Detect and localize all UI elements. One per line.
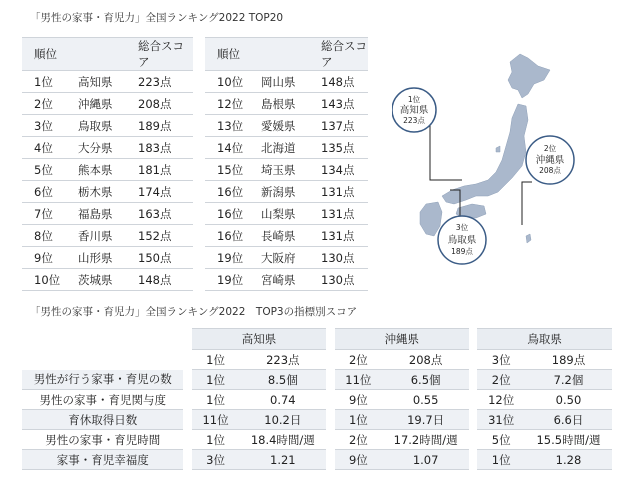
row-rank: 3位 (22, 115, 78, 137)
indicator-rank: 1位 (192, 390, 240, 410)
row-rank: 16位 (205, 225, 261, 247)
overall-rank: 1位 (192, 350, 240, 370)
indicator-rank: 5位 (477, 430, 525, 450)
callout-line-kochi (430, 110, 462, 180)
callout-tottori-rank: 3位 (455, 223, 469, 232)
indicator-value: 0.50 (525, 390, 612, 410)
ranking-row (205, 203, 368, 225)
header-rank: 順位 (205, 38, 261, 71)
indicator-rank: 1位 (192, 430, 240, 450)
row-rank: 10位 (205, 71, 261, 93)
ranking-row (22, 203, 193, 225)
row-rank: 13位 (205, 115, 261, 137)
indicator-table (22, 328, 612, 470)
indicator-header-pref: 鳥取県 (477, 329, 612, 350)
row-prefecture: 熊本県 (78, 159, 138, 181)
indicator-header-pref: 沖縄県 (335, 329, 470, 350)
row-rank: 15位 (205, 159, 261, 181)
indicator-value: 0.55 (382, 390, 469, 410)
row-prefecture: 大阪府 (261, 247, 321, 269)
row-rank: 4位 (22, 137, 78, 159)
ranking-row (22, 93, 193, 115)
indicator-value: 19.7日 (382, 410, 469, 430)
row-score: 223点 (138, 71, 193, 93)
indicator-label: 男性の家事・育児関与度 (22, 390, 183, 410)
row-prefecture: 鳥取県 (78, 115, 138, 137)
callout-okinawa (526, 136, 574, 184)
indicator-rank: 9位 (335, 390, 383, 410)
row-prefecture: 島根県 (261, 93, 321, 115)
indicator-rank: 3位 (192, 450, 240, 470)
callout-kochi-rank: 1位 (407, 95, 421, 104)
ranking-row (22, 247, 193, 269)
row-rank: 19位 (205, 247, 261, 269)
callout-line-okinawa (522, 182, 532, 225)
ranking-row (205, 269, 368, 291)
ranking-row (205, 225, 368, 247)
row-rank: 16位 (205, 203, 261, 225)
indicator-value: 6.6日 (525, 410, 612, 430)
indicator-row (22, 370, 612, 390)
overall-rank: 3位 (477, 350, 525, 370)
ranking-row (205, 93, 368, 115)
row-score: 130点 (321, 247, 368, 269)
japan-map (392, 40, 602, 270)
row-prefecture: 宮崎県 (261, 269, 321, 291)
row-prefecture: 香川県 (78, 225, 138, 247)
row-rank: 5位 (22, 159, 78, 181)
row-rank: 7位 (22, 203, 78, 225)
row-prefecture: 山梨県 (261, 203, 321, 225)
indicator-value: 15.5時間/週 (525, 430, 612, 450)
row-prefecture: 沖縄県 (78, 93, 138, 115)
callout-okinawa-score: 208点 (539, 166, 561, 175)
overall-score: 223点 (239, 350, 326, 370)
row-score: 131点 (321, 181, 368, 203)
row-prefecture: 埼玉県 (261, 159, 321, 181)
ranking-row (205, 137, 368, 159)
ranking-row (22, 71, 193, 93)
row-prefecture: 大分県 (78, 137, 138, 159)
row-rank: 1位 (22, 71, 78, 93)
indicator-label: 育休取得日数 (22, 410, 183, 430)
indicator-rank: 11位 (335, 370, 383, 390)
row-score: 137点 (321, 115, 368, 137)
indicator-title: 「男性の家事・育児力」全国ランキング2022 TOP3の指標別スコア (30, 306, 358, 318)
indicator-label: 家事・育児幸福度 (22, 450, 183, 470)
ranking-row (22, 181, 193, 203)
callout-kochi-score: 223点 (403, 116, 425, 125)
overall-score: 208点 (382, 350, 469, 370)
row-score: 134点 (321, 159, 368, 181)
row-score: 148点 (321, 71, 368, 93)
row-score: 131点 (321, 203, 368, 225)
ranking-table-right (205, 37, 368, 291)
callout-tottori (438, 216, 486, 264)
row-score: 135点 (321, 137, 368, 159)
row-prefecture: 栃木県 (78, 181, 138, 203)
indicator-value: 1.28 (525, 450, 612, 470)
row-rank: 12位 (205, 93, 261, 115)
row-prefecture: 山形県 (78, 247, 138, 269)
row-rank: 14位 (205, 137, 261, 159)
overall-rank: 2位 (335, 350, 383, 370)
overall-score: 189点 (525, 350, 612, 370)
header-rank: 順位 (22, 38, 78, 71)
row-score: 130点 (321, 269, 368, 291)
indicator-value: 8.5個 (239, 370, 326, 390)
indicator-rank: 31位 (477, 410, 525, 430)
indicator-value: 6.5個 (382, 370, 469, 390)
row-prefecture: 北海道 (261, 137, 321, 159)
callout-tottori-score: 189点 (451, 247, 473, 256)
row-score: 183点 (138, 137, 193, 159)
indicator-value: 1.21 (239, 450, 326, 470)
ranking-row (22, 269, 193, 291)
callout-tottori-pref: 鳥取県 (447, 235, 477, 246)
row-prefecture: 愛媛県 (261, 115, 321, 137)
indicator-value: 1.07 (382, 450, 469, 470)
indicator-row (22, 390, 612, 410)
row-rank: 19位 (205, 269, 261, 291)
indicator-value: 10.2日 (239, 410, 326, 430)
indicator-header-pref: 高知県 (192, 329, 327, 350)
indicator-rank: 12位 (477, 390, 525, 410)
ranking-row (22, 159, 193, 181)
row-score: 163点 (138, 203, 193, 225)
indicator-label: 男性の家事・育児時間 (22, 430, 183, 450)
indicator-rank: 11位 (192, 410, 240, 430)
ranking-row (22, 225, 193, 247)
row-rank: 6位 (22, 181, 78, 203)
row-score: 131点 (321, 225, 368, 247)
row-rank: 16位 (205, 181, 261, 203)
indicator-value: 17.2時間/週 (382, 430, 469, 450)
ranking-row (22, 137, 193, 159)
row-rank: 2位 (22, 93, 78, 115)
row-prefecture: 岡山県 (261, 71, 321, 93)
indicator-rank: 1位 (335, 410, 383, 430)
indicator-rank: 1位 (192, 370, 240, 390)
ranking-table-left (22, 37, 193, 291)
indicator-label: 男性が行う家事・育児の数 (22, 370, 183, 390)
row-score: 189点 (138, 115, 193, 137)
callout-kochi-pref: 高知県 (399, 105, 429, 116)
indicator-rank: 2位 (477, 370, 525, 390)
indicator-value: 18.4時間/週 (239, 430, 326, 450)
row-score: 208点 (138, 93, 193, 115)
ranking-row (205, 247, 368, 269)
header-score: 総合スコア (138, 38, 193, 71)
callout-okinawa-rank: 2位 (543, 144, 557, 153)
row-score: 150点 (138, 247, 193, 269)
indicator-row (22, 410, 612, 430)
row-rank: 8位 (22, 225, 78, 247)
row-prefecture: 高知県 (78, 71, 138, 93)
ranking-row (205, 115, 368, 137)
row-prefecture: 茨城県 (78, 269, 138, 291)
ranking-title: 「男性の家事・育児力」全国ランキング2022 TOP20 (30, 12, 284, 24)
row-score: 143点 (321, 93, 368, 115)
row-prefecture: 新潟県 (261, 181, 321, 203)
row-score: 181点 (138, 159, 193, 181)
row-score: 152点 (138, 225, 193, 247)
indicator-value: 0.74 (239, 390, 326, 410)
callout-kochi (392, 88, 436, 132)
row-rank: 10位 (22, 269, 78, 291)
row-score: 148点 (138, 269, 193, 291)
indicator-rank: 2位 (335, 430, 383, 450)
indicator-rank: 1位 (477, 450, 525, 470)
header-score: 総合スコア (321, 39, 367, 69)
row-score: 174点 (138, 181, 193, 203)
ranking-row (205, 181, 368, 203)
indicator-rank: 9位 (335, 450, 383, 470)
indicator-row (22, 430, 612, 450)
row-prefecture: 長崎県 (261, 225, 321, 247)
ranking-row (205, 159, 368, 181)
indicator-value: 7.2個 (525, 370, 612, 390)
ranking-row (205, 71, 368, 93)
row-rank: 9位 (22, 247, 78, 269)
callout-okinawa-pref: 沖縄県 (535, 155, 565, 166)
indicator-row (22, 450, 612, 470)
row-prefecture: 福島県 (78, 203, 138, 225)
ranking-row (22, 115, 193, 137)
